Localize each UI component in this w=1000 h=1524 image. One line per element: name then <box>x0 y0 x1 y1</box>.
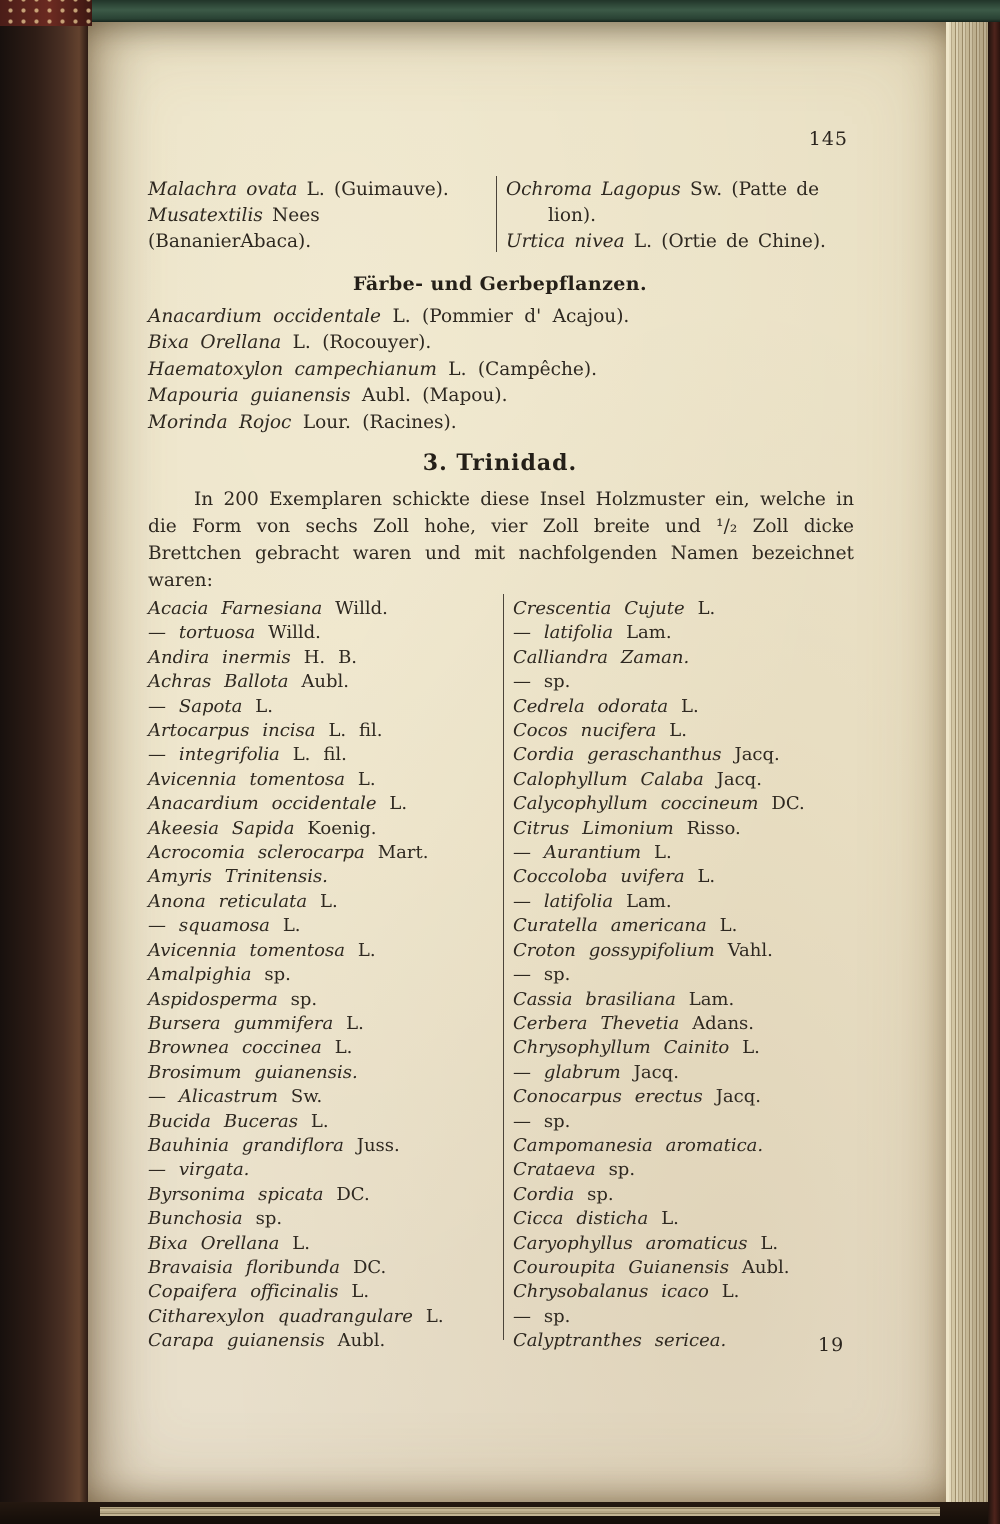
plant-author-common-name: sp. <box>290 988 318 1010</box>
plant-author-common-name: L. <box>310 1110 329 1132</box>
plant-scientific-name: Amalpighia <box>148 964 252 986</box>
plant-scientific-name: Couroupita Guianensis <box>513 1256 729 1278</box>
section-heading-dye-plants: Färbe- und Gerbepflanzen. <box>353 273 647 295</box>
plant-author-common-name: Lour. (Racines). <box>302 411 457 433</box>
plant-entry <box>148 939 498 963</box>
plant-entry <box>148 719 498 743</box>
plant-entry <box>513 792 853 816</box>
signature-number: 19 <box>818 1334 845 1356</box>
plant-entry <box>148 410 852 436</box>
plant-author-common-name: Jacq. <box>734 744 780 766</box>
plant-entry <box>148 621 498 645</box>
plant-entry <box>513 1085 853 1109</box>
plant-entry <box>513 719 853 743</box>
plant-scientific-name: — Aurantium <box>513 842 642 864</box>
plant-entry <box>148 695 498 719</box>
plant-scientific-name: Citharexylon quadrangulare <box>148 1305 413 1327</box>
plant-entry <box>513 1329 853 1353</box>
plant-scientific-name: Avicennia tomentosa <box>148 939 345 961</box>
section-heading-trinidad: 3. Trinidad. <box>422 450 578 476</box>
plant-scientific-name: Avicennia tomentosa <box>148 768 345 790</box>
plant-entry <box>513 695 853 719</box>
plant-author-common-name: sp. <box>543 1305 571 1327</box>
plant-scientific-name: — <box>513 964 531 986</box>
plant-scientific-name: Crescentia Cujute <box>513 598 685 619</box>
plant-scientific-name: Chrysobalanus icaco <box>513 1281 709 1303</box>
plant-entry <box>513 768 853 792</box>
plant-author-common-name: L. <box>760 1232 779 1254</box>
plant-scientific-name: — <box>513 1305 531 1327</box>
plant-entry <box>148 865 498 889</box>
plant-scientific-name: Chrysophyllum Cainito <box>513 1037 730 1059</box>
plant-scientific-name: Cassia brasiliana <box>513 988 676 1010</box>
plant-entry <box>148 1329 498 1353</box>
plant-scientific-name: Coccoloba uvifera <box>513 866 685 888</box>
trinidad-plant-list-left <box>148 597 498 1354</box>
plant-author-common-name: L. (Pommier d' Acajou). <box>392 306 630 327</box>
plant-entry <box>148 988 498 1012</box>
plant-author-common-name: Lam. <box>688 988 735 1010</box>
plant-entry <box>148 1012 498 1036</box>
plant-entry <box>148 743 498 767</box>
plant-entry <box>513 1305 853 1329</box>
plant-entry <box>513 1061 853 1085</box>
column-divider-rule <box>496 176 497 252</box>
book-binding-left <box>0 22 88 1504</box>
plant-scientific-name: — latifolia <box>513 890 614 912</box>
plant-author-common-name: Adans. <box>692 1012 754 1034</box>
plant-author-common-name: DC. <box>336 1183 370 1205</box>
plant-scientific-name: — Alicastrum <box>148 1086 278 1108</box>
plant-author-common-name: L. <box>357 768 376 790</box>
plant-entry <box>148 1232 498 1256</box>
plant-entry <box>148 597 498 621</box>
plant-author-common-name: L. (Rocouyer). <box>292 332 432 354</box>
plant-entry <box>148 817 498 841</box>
plant-author-common-name: L. <box>255 695 273 717</box>
plant-author-common-name: L. <box>681 695 699 717</box>
plant-scientific-name: Campomanesia aromatica. <box>513 1134 764 1156</box>
plant-author-common-name: sp. <box>587 1183 614 1205</box>
plant-scientific-name: Croton gossypifolium <box>513 939 715 961</box>
plant-scientific-name: Curatella americana <box>513 915 707 937</box>
plant-entry <box>148 383 852 409</box>
plant-scientific-name: Ochroma Lagopus <box>506 179 681 200</box>
plant-author-common-name: Sw. (Patte de lion). <box>548 179 820 226</box>
plant-scientific-name: Calliandra Zaman. <box>513 646 690 668</box>
plant-entry <box>513 939 853 963</box>
plant-author-common-name: L. (Campêche). <box>448 358 597 380</box>
plant-author-common-name: sp. <box>608 1159 636 1181</box>
plant-entry <box>148 646 498 670</box>
plant-author-common-name: L. <box>661 1208 679 1230</box>
plant-author-common-name: L. <box>319 890 338 912</box>
plant-author-common-name: DC. <box>771 793 805 815</box>
column-divider-rule <box>503 594 504 1340</box>
plant-entry <box>513 865 853 889</box>
plant-scientific-name: Cedrela odorata <box>513 695 669 717</box>
plant-scientific-name: Caryophyllus aromaticus <box>513 1232 748 1254</box>
plant-entry <box>148 890 498 914</box>
plant-entry <box>148 1256 498 1280</box>
plant-author-common-name: L. (Guimauve). <box>306 179 449 200</box>
plant-entry <box>513 621 853 645</box>
plant-entry <box>148 304 852 330</box>
plant-scientific-name: Carapa guianensis <box>148 1330 325 1352</box>
plant-scientific-name: Bixa Orellana <box>148 1232 280 1254</box>
plant-scientific-name: Mapouria guianensis <box>148 385 351 407</box>
plant-scientific-name: Bixa Orellana <box>148 332 282 354</box>
plant-entry <box>148 177 490 203</box>
plant-entry <box>148 203 490 255</box>
plant-scientific-name: Bravaisia floribunda <box>148 1256 341 1278</box>
plant-author-common-name: L. fil. <box>292 744 347 766</box>
plant-scientific-name: Cordia <box>513 1183 575 1205</box>
page-edges-bottom <box>100 1507 940 1516</box>
plant-entry <box>513 963 853 987</box>
plant-entry <box>148 330 852 356</box>
plant-scientific-name: Copaifera officinalis <box>148 1281 339 1303</box>
plant-entry <box>148 963 498 987</box>
plant-author-common-name: L. <box>697 866 716 888</box>
plant-author-common-name: Mart. <box>377 842 429 864</box>
plant-entry <box>513 1232 853 1256</box>
plant-scientific-name: Bunchosia <box>148 1208 243 1230</box>
plant-scientific-name: Anacardium occidentale <box>148 306 381 327</box>
plant-author-common-name: Jacq. <box>715 1086 761 1108</box>
plant-author-common-name: L. fil. <box>328 720 383 742</box>
intro-right-column <box>506 177 838 255</box>
plant-author-common-name: L. <box>282 915 301 937</box>
plant-scientific-name: Urtica nivea <box>506 231 625 252</box>
plant-scientific-name: — integrifolia <box>148 744 280 766</box>
plant-scientific-name: Anona reticulata <box>148 890 308 912</box>
plant-author-common-name: L. <box>721 1281 740 1303</box>
plant-entry <box>513 597 853 621</box>
plant-scientific-name: Crataeva <box>513 1159 596 1181</box>
plant-scientific-name: Haematoxylon campechianum <box>148 358 437 380</box>
plant-author-common-name: L. <box>425 1305 444 1327</box>
plant-entry <box>513 841 853 865</box>
plant-author-common-name: Aubl. <box>741 1256 790 1278</box>
plant-entry <box>148 768 498 792</box>
plant-entry <box>513 1012 853 1036</box>
plant-entry <box>513 1110 853 1134</box>
plant-author-common-name: L. <box>351 1281 370 1303</box>
plant-author-common-name: Jacq. <box>716 768 762 790</box>
plant-scientific-name: — Sapota <box>148 695 243 717</box>
plant-entry <box>513 1134 853 1158</box>
plant-entry <box>506 229 838 255</box>
plant-entry <box>513 914 853 938</box>
plant-entry <box>148 1061 498 1085</box>
plant-entry <box>513 890 853 914</box>
plant-scientific-name: Calophyllum Calaba <box>513 768 704 790</box>
plant-scientific-name: Malachra ovata <box>148 179 298 200</box>
book-cover-top-edge <box>0 0 1000 22</box>
plant-author-common-name: L. <box>742 1037 760 1059</box>
plant-scientific-name: — latifolia <box>513 622 614 644</box>
plant-author-common-name: Aubl. <box>301 671 349 693</box>
plant-scientific-name: Akeesia Sapida <box>148 817 295 839</box>
plant-entry <box>148 1085 498 1109</box>
plant-author-common-name: sp. <box>543 964 571 986</box>
plant-scientific-name: — tortuosa <box>148 622 256 644</box>
plant-entry <box>148 1158 498 1182</box>
dye-plant-list <box>148 304 852 436</box>
book-spine-ornament <box>0 0 92 26</box>
plant-author-common-name: Lam. <box>626 622 672 644</box>
plant-scientific-name: Bursera gummifera <box>148 1012 334 1034</box>
plant-scientific-name: Amyris Trinitensis. <box>148 866 328 888</box>
plant-author-common-name: DC. <box>352 1256 387 1278</box>
plant-author-common-name: H. B. <box>303 646 358 668</box>
page-number: 145 <box>808 128 848 150</box>
plant-scientific-name: Andira inermis <box>148 646 291 668</box>
plant-scientific-name: Calyptranthes sericea. <box>513 1330 727 1352</box>
plant-entry <box>148 670 498 694</box>
plant-scientific-name: Bucida Buceras <box>148 1110 298 1132</box>
plant-author-common-name: L. <box>357 939 376 961</box>
plant-entry <box>513 817 853 841</box>
plant-entry <box>148 357 852 383</box>
plant-entry <box>148 1280 498 1304</box>
plant-scientific-name: — <box>513 671 531 693</box>
plant-scientific-name: Cicca disticha <box>513 1208 649 1230</box>
plant-author-common-name: Sw. <box>290 1086 323 1108</box>
plant-entry <box>148 914 498 938</box>
plant-scientific-name: — squamosa <box>148 915 270 937</box>
plant-author-common-name: Vahl. <box>727 939 773 961</box>
book-page <box>88 22 946 1502</box>
plant-entry <box>148 1134 498 1158</box>
trinidad-intro-paragraph: In 200 Exemplaren schickte diese Insel Holzmuster ein, welche in die Form von sechs Zoll hohe, vier Zoll breite und ¹/₂ Zoll dicke Brettchen gebracht waren und mit nachfolgenden Namen bezeichnet waren: <box>148 489 854 591</box>
plant-author-common-name: Nees (BananierAbaca). <box>148 205 320 252</box>
plant-author-common-name: Lam. <box>626 890 672 912</box>
plant-entry <box>513 1036 853 1060</box>
plant-author-common-name: L. <box>654 842 672 864</box>
plant-scientific-name: Artocarpus incisa <box>148 720 316 742</box>
plant-author-common-name: L. <box>669 720 687 742</box>
plant-author-common-name: L. <box>346 1012 364 1034</box>
plant-entry <box>513 1158 853 1182</box>
plant-scientific-name: Cerbera Thevetia <box>513 1012 680 1034</box>
plant-scientific-name: Aspidosperma <box>148 988 278 1010</box>
plant-entry <box>506 177 838 229</box>
plant-author-common-name: L. <box>334 1037 353 1059</box>
intro-left-column <box>148 177 490 255</box>
plant-scientific-name: Cordia geraschanthus <box>513 744 722 766</box>
plant-entry <box>513 988 853 1012</box>
plant-author-common-name: Willd. <box>268 622 321 644</box>
plant-scientific-name: Cocos nucifera <box>513 720 657 742</box>
plant-scientific-name: Conocarpus erectus <box>513 1086 703 1108</box>
plant-author-common-name: L. <box>697 598 716 619</box>
plant-scientific-name: — virgata. <box>148 1159 250 1181</box>
plant-scientific-name: Byrsonima spicata <box>148 1183 324 1205</box>
plant-scientific-name: Morinda Rojoc <box>148 411 292 433</box>
plant-scientific-name: Bauhinia grandiflora <box>148 1134 344 1156</box>
plant-entry <box>148 841 498 865</box>
plant-entry <box>148 1183 498 1207</box>
plant-entry <box>513 1183 853 1207</box>
plant-author-common-name: L. (Ortie de Chine). <box>633 231 826 252</box>
plant-entry <box>148 1036 498 1060</box>
plant-entry <box>148 792 498 816</box>
plant-author-common-name: Juss. <box>356 1134 400 1156</box>
plant-entry <box>513 646 853 670</box>
plant-entry <box>513 1256 853 1280</box>
plant-author-common-name: Koenig. <box>307 817 377 839</box>
plant-entry <box>513 1207 853 1231</box>
plant-entry <box>513 670 853 694</box>
trinidad-plant-list-right <box>513 597 853 1354</box>
book-cover-right-edge <box>988 0 1000 1524</box>
plant-scientific-name: — <box>513 1110 531 1132</box>
plant-scientific-name: Musatextilis <box>148 205 263 226</box>
plant-author-common-name: L. <box>292 1232 310 1254</box>
plant-author-common-name: sp. <box>255 1208 283 1230</box>
plant-author-common-name: Risso. <box>686 817 741 839</box>
page-edges-right <box>946 12 991 1510</box>
plant-author-common-name: Jacq. <box>633 1061 679 1083</box>
plant-scientific-name: — glabrum <box>513 1061 621 1083</box>
plant-scientific-name: Achras Ballota <box>148 671 289 693</box>
plant-author-common-name: Willd. <box>335 598 388 619</box>
plant-scientific-name: Acacia Farnesiana <box>148 598 323 619</box>
plant-author-common-name: sp. <box>543 671 571 693</box>
plant-entry <box>513 743 853 767</box>
plant-scientific-name: Anacardium occidentale <box>148 793 377 815</box>
plant-author-common-name: L. <box>719 915 738 937</box>
plant-scientific-name: Citrus Limonium <box>513 817 674 839</box>
plant-author-common-name: Aubl. (Mapou). <box>361 385 508 407</box>
plant-scientific-name: Brosimum guianensis. <box>148 1061 358 1083</box>
plant-author-common-name: Aubl. <box>337 1330 386 1352</box>
plant-author-common-name: sp. <box>264 964 291 986</box>
plant-scientific-name: Acrocomia sclerocarpa <box>148 842 365 864</box>
plant-entry <box>148 1305 498 1329</box>
plant-scientific-name: Brownea coccinea <box>148 1037 322 1059</box>
plant-entry <box>148 1110 498 1134</box>
plant-author-common-name: sp. <box>543 1110 571 1132</box>
plant-scientific-name: Calycophyllum coccineum <box>513 793 759 815</box>
plant-author-common-name: L. <box>389 793 408 815</box>
plant-entry <box>513 1280 853 1304</box>
plant-entry <box>148 1207 498 1231</box>
